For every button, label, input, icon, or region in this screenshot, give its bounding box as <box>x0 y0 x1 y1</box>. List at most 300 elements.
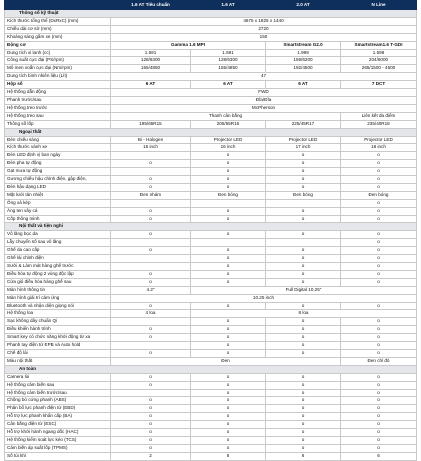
feature-available-mark: o <box>191 302 266 310</box>
row-label: Ghế lái chỉnh điện <box>5 255 111 263</box>
row-label: Phanh tay điện tử EPB và Auto hold <box>5 342 111 350</box>
spec-value: 195/65R15 <box>111 120 191 128</box>
feature-available-mark: o <box>111 444 191 452</box>
feature-available-mark: o <box>341 263 417 271</box>
feature-available-mark: o <box>111 334 191 342</box>
feature-available-mark: o <box>266 255 341 263</box>
table-row <box>5 405 417 413</box>
feature-available-mark: o <box>191 215 266 223</box>
header-cell: N Line <box>341 1 417 10</box>
spec-value: 1.591 <box>111 49 191 57</box>
table-row <box>5 334 417 342</box>
table-row <box>5 239 417 247</box>
table-row <box>5 302 417 310</box>
spec-value: Projector LED <box>341 136 417 144</box>
spec-value: 1.598 <box>341 49 417 57</box>
feature-available-mark: o <box>341 318 417 326</box>
row-label: Chiều dài cơ sở (mm) <box>5 25 111 33</box>
row-label: Số túi khí <box>5 452 111 460</box>
spec-value: 6 AT <box>111 81 191 89</box>
feature-available-mark: o <box>191 436 266 444</box>
table-row <box>5 199 417 207</box>
section-title: Thông số kỹ thuật <box>5 10 417 18</box>
table-row <box>5 104 417 112</box>
spec-value: 17 inch <box>266 144 341 152</box>
feature-available-mark: o <box>266 231 341 239</box>
feature-available-mark: o <box>341 429 417 437</box>
feature-available-mark: o <box>266 176 341 184</box>
feature-available-mark: o <box>341 168 417 176</box>
feature-available-mark: o <box>266 349 341 357</box>
spec-table <box>4 0 417 461</box>
feature-available-mark: o <box>341 349 417 357</box>
table-row <box>5 270 417 278</box>
feature-available-mark: o <box>341 255 417 263</box>
row-label: Cốp thông minh <box>5 215 111 223</box>
row-label: Smart key có chức năng khởi động từ xa <box>5 334 111 342</box>
table-row <box>5 444 417 452</box>
section-title: An toàn <box>5 365 417 373</box>
spec-value: 1.999 <box>266 49 341 57</box>
table-row <box>5 349 417 357</box>
feature-available-mark: o <box>341 152 417 160</box>
spec-value: 150 <box>111 33 417 41</box>
feature-available-mark: o <box>341 381 417 389</box>
spec-value: Bi - Halogen <box>111 136 191 144</box>
row-label: Khoảng sáng gầm xe (mm) <box>5 33 111 41</box>
row-label: Đèn hậu dạng LED <box>5 183 111 191</box>
table-row <box>5 215 417 223</box>
spec-value: Đen bóng <box>266 191 341 199</box>
feature-available-mark: o <box>266 334 341 342</box>
feature-available-mark: o <box>266 413 341 421</box>
row-label: Thông số lốp <box>5 120 111 128</box>
feature-available-mark: o <box>266 207 341 215</box>
spec-value: 6 <box>266 452 341 460</box>
row-label: Sạc không dây chuẩn Qi <box>5 318 111 326</box>
table-row <box>5 310 417 318</box>
spec-value: 10.25 inch <box>111 294 417 302</box>
feature-available-mark: o <box>191 278 266 286</box>
spec-value: 4.2" <box>111 286 191 294</box>
row-label: Chế độ lái <box>5 349 111 357</box>
spec-value: 4675 x 1825 x 1440 <box>111 17 417 25</box>
feature-available-mark: o <box>111 183 191 191</box>
table-row <box>5 73 417 81</box>
spec-value: Projector LED <box>191 136 266 144</box>
row-label: Mô men xoắn cực đại (Nm/rpm) <box>5 65 111 73</box>
feature-available-mark: o <box>191 405 266 413</box>
feature-available-mark: o <box>191 381 266 389</box>
spec-value: FWD <box>111 89 417 97</box>
spec-value: Đen bóng <box>191 191 266 199</box>
feature-available-mark: o <box>191 318 266 326</box>
feature-available-mark: o <box>111 247 191 255</box>
feature-available-mark: o <box>266 318 341 326</box>
feature-available-mark: o <box>341 405 417 413</box>
feature-available-mark: o <box>266 405 341 413</box>
feature-available-mark: o <box>341 160 417 168</box>
spec-value: 128/6300 <box>111 57 191 65</box>
spec-value: 192/4500 <box>266 65 341 73</box>
feature-available-mark: o <box>191 349 266 357</box>
feature-available-mark: o <box>111 413 191 421</box>
spec-value: 155/4850 <box>191 65 266 73</box>
feature-available-mark: o <box>266 397 341 405</box>
row-label: Hệ thống dẫn động <box>5 89 111 97</box>
table-row <box>5 389 417 397</box>
feature-available-mark: o <box>341 270 417 278</box>
feature-available-mark: o <box>266 326 341 334</box>
feature-available-mark: o <box>266 342 341 350</box>
feature-available-mark: o <box>111 397 191 405</box>
feature-available-mark: o <box>266 270 341 278</box>
feature-available-mark: o <box>111 278 191 286</box>
spec-value: 18 inch <box>341 144 417 152</box>
feature-available-mark: o <box>341 436 417 444</box>
feature-available-mark: o <box>266 247 341 255</box>
table-row <box>5 144 417 152</box>
feature-available-mark: o <box>341 247 417 255</box>
feature-available-mark: o <box>111 421 191 429</box>
feature-available-mark: o <box>266 444 341 452</box>
table-row <box>5 436 417 444</box>
spec-value: Full Digital 10.25" <box>191 286 417 294</box>
table-row <box>5 381 417 389</box>
row-label: Dung tích xi lanh (cc) <box>5 49 111 57</box>
row-label: Mặt lưới tản nhiệt <box>5 191 111 199</box>
table-row <box>5 33 417 41</box>
spec-value: Đen <box>111 357 341 365</box>
feature-available-mark: o <box>266 215 341 223</box>
row-label: Ghế da cao cấp <box>5 247 111 255</box>
spec-value: McPherson <box>111 104 417 112</box>
feature-available-mark: o <box>341 334 417 342</box>
feature-available-mark: o <box>191 389 266 397</box>
row-label: Công suất cực đại (PS/rpm) <box>5 57 111 65</box>
row-label: Lẫy chuyển số sau vô lăng <box>5 239 111 247</box>
feature-available-mark: o <box>111 160 191 168</box>
table-row <box>5 255 417 263</box>
row-label: Phân bổ lực phanh điện tử (EBD) <box>5 405 111 413</box>
feature-available-mark: o <box>191 397 266 405</box>
feature-available-mark: o <box>266 183 341 191</box>
feature-available-mark: o <box>266 421 341 429</box>
spec-value: Thanh cân bằng <box>111 112 341 120</box>
row-label: Cửa gió điều hòa hàng ghế sau <box>5 278 111 286</box>
spec-value <box>266 239 341 247</box>
table-row <box>5 421 417 429</box>
row-label: Động cơ <box>5 41 111 49</box>
row-label: Hệ thống cảm biến trước/sau <box>5 389 111 397</box>
feature-available-mark: o <box>341 373 417 381</box>
feature-available-mark: o <box>341 278 417 286</box>
table-row <box>5 25 417 33</box>
spec-value: 155/4850 <box>111 65 191 73</box>
feature-available-mark: o <box>266 302 341 310</box>
spec-value: Projector LED <box>266 136 341 144</box>
section-row <box>5 365 417 373</box>
section-title: Nội thất và tiện nghi <box>5 223 417 231</box>
spec-value: 6 <box>191 452 266 460</box>
feature-available-mark: o <box>341 199 417 207</box>
row-label: Vô lăng bọc da <box>5 231 111 239</box>
table-row <box>5 247 417 255</box>
row-label: Đèn LED định vị ban ngày <box>5 152 111 160</box>
table-row <box>5 326 417 334</box>
section-row <box>5 223 417 231</box>
spec-value: 8 loa <box>191 310 417 318</box>
feature-available-mark: o <box>111 429 191 437</box>
table-row <box>5 263 417 271</box>
table-row <box>5 136 417 144</box>
feature-available-mark: o <box>111 176 191 184</box>
feature-available-mark: o <box>191 183 266 191</box>
feature-available-mark: o <box>191 247 266 255</box>
table-row <box>5 176 417 184</box>
spec-value <box>191 199 266 207</box>
row-label: Màn hình thông tin <box>5 286 111 294</box>
table-body <box>5 10 417 461</box>
spec-value <box>266 199 341 207</box>
spec-value <box>111 318 191 326</box>
spec-value: 2 <box>111 452 191 460</box>
feature-available-mark: o <box>191 231 266 239</box>
spec-value <box>191 239 266 247</box>
feature-available-mark: o <box>266 168 341 176</box>
row-label: Phanh trước/sau <box>5 96 111 104</box>
row-label: Camera lùi <box>5 373 111 381</box>
table-row <box>5 357 417 365</box>
row-label: Đèn pha tự động <box>5 160 111 168</box>
row-label: Ăng ten vây cá <box>5 207 111 215</box>
table-row <box>5 168 417 176</box>
spec-value: Đĩa/Đĩa <box>111 96 417 104</box>
feature-available-mark: o <box>191 160 266 168</box>
feature-available-mark: o <box>341 389 417 397</box>
feature-available-mark: o <box>266 436 341 444</box>
feature-available-mark: o <box>191 168 266 176</box>
feature-available-mark: o <box>191 263 266 271</box>
feature-available-mark: o <box>341 183 417 191</box>
row-label: Hệ thống treo sau <box>5 112 111 120</box>
table-row <box>5 286 417 294</box>
table-row <box>5 160 417 168</box>
spec-value: 2720 <box>111 25 417 33</box>
spec-value: Đen chỉ đỏ <box>341 357 417 365</box>
feature-available-mark: o <box>191 342 266 350</box>
table-row <box>5 112 417 120</box>
row-label: Cảm biến áp suất lốp (TPMS) <box>5 444 111 452</box>
table-row <box>5 231 417 239</box>
spec-value <box>111 152 191 160</box>
row-label: Ống xả kép <box>5 199 111 207</box>
feature-available-mark: o <box>341 326 417 334</box>
feature-available-mark: o <box>191 373 266 381</box>
feature-available-mark: o <box>341 421 417 429</box>
feature-available-mark: o <box>266 381 341 389</box>
spec-value: 265/1500 - 4500 <box>341 65 417 73</box>
spec-value: 204/6000 <box>341 57 417 65</box>
feature-available-mark: o <box>266 278 341 286</box>
spec-value: Đen bóng <box>341 191 417 199</box>
spec-value: Smartstream1.6 T-GDI <box>341 41 417 49</box>
feature-available-mark: o <box>341 231 417 239</box>
row-label: Gương chiếu hậu chỉnh điện, gập điện, <box>5 176 111 184</box>
feature-available-mark: o <box>191 270 266 278</box>
spec-value: 6 <box>341 452 417 460</box>
spec-value: 6 AT <box>266 81 341 89</box>
feature-available-mark: o <box>341 239 417 247</box>
header-cell <box>5 1 111 10</box>
row-label: Sưởi & Làm mát hàng ghế trước <box>5 263 111 271</box>
spec-value: 1.591 <box>191 49 266 57</box>
spec-value: Đen nhám <box>111 191 191 199</box>
table-row <box>5 89 417 97</box>
table-row <box>5 452 417 460</box>
table-row <box>5 429 417 437</box>
row-label: Hệ thống loa <box>5 310 111 318</box>
spec-value <box>111 263 191 271</box>
row-label: Gạt mưa tự động <box>5 168 111 176</box>
section-row <box>5 10 417 18</box>
feature-available-mark: o <box>266 429 341 437</box>
section-title: Ngoại thất <box>5 128 417 136</box>
spec-value: 6 AT <box>191 81 266 89</box>
feature-available-mark: o <box>341 207 417 215</box>
feature-available-mark: o <box>111 405 191 413</box>
spec-value: 16 inch <box>191 144 266 152</box>
feature-available-mark: o <box>266 373 341 381</box>
table-row <box>5 57 417 65</box>
header-cell: 1.6 AT <box>191 1 266 10</box>
spec-value <box>111 342 191 350</box>
feature-available-mark: o <box>111 381 191 389</box>
feature-available-mark: o <box>341 342 417 350</box>
row-label: Kích thước tổng thể (DxRxC) (mm) <box>5 17 111 25</box>
table-row <box>5 96 417 104</box>
feature-available-mark: o <box>191 429 266 437</box>
spec-value: 15 inch <box>111 144 191 152</box>
row-label: Dung tích bình nhiên liệu (Lít) <box>5 73 111 81</box>
table-row <box>5 191 417 199</box>
feature-available-mark: o <box>191 255 266 263</box>
spec-value: 128/6300 <box>191 57 266 65</box>
table-header <box>5 1 417 10</box>
table-row <box>5 17 417 25</box>
table-row <box>5 294 417 302</box>
feature-available-mark: o <box>111 436 191 444</box>
row-label: Hệ thống kiểm soát lực kéo (TCS) <box>5 436 111 444</box>
section-row <box>5 128 417 136</box>
spec-value <box>111 199 191 207</box>
feature-available-mark: o <box>341 215 417 223</box>
row-label: Hệ thống cảm biến sau <box>5 381 111 389</box>
spec-value: 7 DCT <box>341 81 417 89</box>
feature-available-mark: o <box>191 413 266 421</box>
row-label: Hỗ trợ khởi hành ngang dốc (HAC) <box>5 429 111 437</box>
feature-available-mark: o <box>111 349 191 357</box>
feature-available-mark: o <box>266 263 341 271</box>
feature-available-mark: o <box>191 152 266 160</box>
feature-available-mark: o <box>191 326 266 334</box>
table-row <box>5 41 417 49</box>
table-row <box>5 120 417 128</box>
table-row <box>5 49 417 57</box>
table-row <box>5 207 417 215</box>
spec-value: 205/55R16 <box>191 120 266 128</box>
feature-available-mark: o <box>111 215 191 223</box>
spec-value: 159/6200 <box>266 57 341 65</box>
row-label: Hộp số <box>5 81 111 89</box>
feature-available-mark: o <box>111 207 191 215</box>
row-label: Cân bằng điện tử (ESC) <box>5 421 111 429</box>
feature-available-mark: o <box>191 421 266 429</box>
spec-value <box>111 255 191 263</box>
row-label: Hỗ trợ lực phanh khẩn cấp (BA) <box>5 413 111 421</box>
table-row <box>5 342 417 350</box>
header-cell: 1.6 AT Tiêu chuẩn <box>111 1 191 10</box>
row-label: Hệ thống treo trước <box>5 104 111 112</box>
feature-available-mark: o <box>191 207 266 215</box>
spec-value <box>111 168 191 176</box>
row-label: Điều khiển hành trình <box>5 326 111 334</box>
spec-value: 4 loa <box>111 310 191 318</box>
header-cell: 2.0 AT <box>266 1 341 10</box>
header-row <box>5 1 417 10</box>
feature-available-mark: o <box>266 160 341 168</box>
table-row <box>5 81 417 89</box>
row-label: Điều hòa tự động 2 vùng độc lập <box>5 270 111 278</box>
spec-value: Smartstream G2.0 <box>266 41 341 49</box>
table-row <box>5 183 417 191</box>
row-label: Đèn chiếu sáng <box>5 136 111 144</box>
feature-available-mark: o <box>341 397 417 405</box>
feature-available-mark: o <box>341 413 417 421</box>
feature-available-mark: o <box>191 334 266 342</box>
table-row <box>5 397 417 405</box>
feature-available-mark: o <box>111 231 191 239</box>
table-row <box>5 318 417 326</box>
spec-value: Liên kết đa điểm <box>341 112 417 120</box>
feature-available-mark: o <box>111 373 191 381</box>
spec-value: 235/40R18 <box>341 120 417 128</box>
feature-available-mark: o <box>191 176 266 184</box>
spec-value: 225/45R17 <box>266 120 341 128</box>
table-row <box>5 152 417 160</box>
feature-available-mark: o <box>266 152 341 160</box>
row-label: Kích thước vành xe <box>5 144 111 152</box>
feature-available-mark: o <box>111 302 191 310</box>
row-label: Chống bó cứng phanh (ABS) <box>5 397 111 405</box>
feature-available-mark: o <box>111 326 191 334</box>
feature-available-mark: o <box>341 444 417 452</box>
table-row <box>5 65 417 73</box>
row-label: Bluetooth và nhận diện giọng nói <box>5 302 111 310</box>
spec-value <box>111 389 191 397</box>
feature-available-mark: o <box>341 176 417 184</box>
row-label: Màu nội thất <box>5 357 111 365</box>
feature-available-mark: o <box>341 302 417 310</box>
row-label: Màn hình giải trí cảm ứng <box>5 294 111 302</box>
feature-available-mark: o <box>266 389 341 397</box>
feature-available-mark: o <box>191 444 266 452</box>
table-row <box>5 413 417 421</box>
spec-value <box>111 239 191 247</box>
feature-available-mark: o <box>111 270 191 278</box>
spec-value: 47 <box>111 73 417 81</box>
spec-value: Gamma 1.6 MPI <box>111 41 266 49</box>
